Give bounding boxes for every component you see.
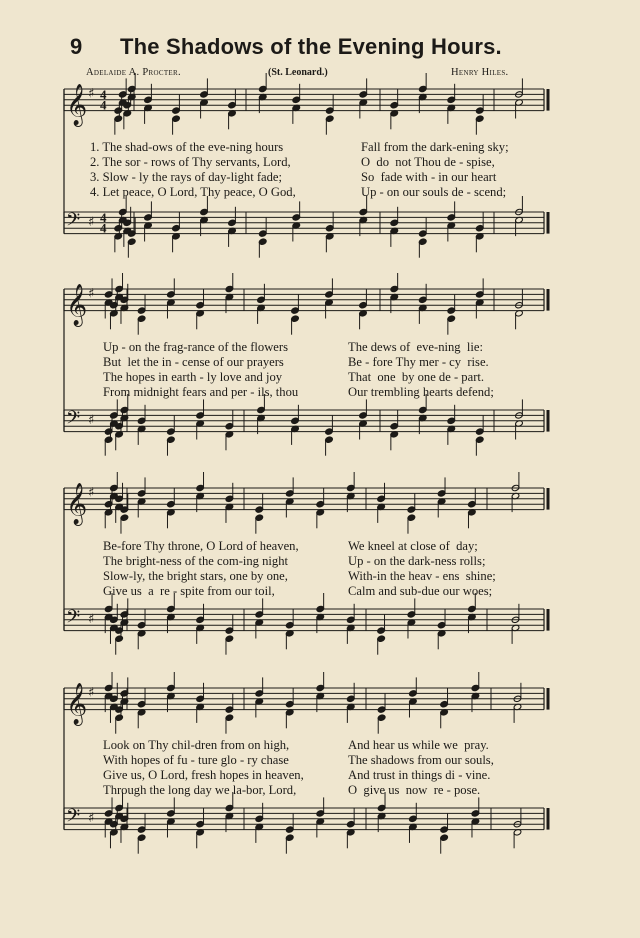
key-sharp-icon: ♯ (88, 810, 95, 826)
lyric-phrase: Look on Thy chil-dren from on high, (103, 738, 290, 752)
lyric-phrase: The hopes in earth - ly love and joy (103, 369, 283, 384)
lyric-phrase: The bright-ness of the com-ing night (103, 553, 289, 568)
treble-clef-icon: 𝄞 (66, 284, 88, 326)
treble-clef-icon: 𝄞 (66, 84, 88, 126)
lyric-phrase: The dews of eve-ning lie: (348, 340, 483, 354)
treble-clef-icon: 𝄞 (66, 483, 88, 525)
key-sharp-icon: ♯ (88, 611, 95, 627)
lyric-phrase: From midnight fears and per - ils, thou (103, 384, 299, 399)
lyric-phrase: 3. Slow - ly the rays of day-light fade; (90, 169, 283, 184)
lyric-phrase: And trust in things di - vine. (348, 767, 491, 782)
lyric-phrase: And hear us while we pray. (348, 738, 489, 752)
lyric-phrase: So fade with - in our heart (361, 169, 497, 184)
lyric-phrase: The shadows from our souls, (348, 752, 494, 767)
time-signature: 4 (100, 86, 107, 102)
tune-name: (St. Leonard.) (268, 67, 328, 78)
lyric-phrase: Up - on our souls de - scend; (361, 184, 507, 199)
lyric-phrase: 4. Let peace, O Lord, Thy peace, O God, (90, 184, 296, 199)
time-signature: 4 (100, 97, 107, 113)
lyric-phrase: Slow-ly, the bright stars, one by one, (103, 568, 288, 583)
lyric-phrase: Fall from the dark-ening sky; (361, 140, 509, 154)
lyric-phrase: O do not Thou de - spise, (361, 154, 495, 169)
lyric-phrase: O give us now re - pose. (348, 782, 481, 797)
key-sharp-icon: ♯ (88, 214, 95, 230)
key-sharp-icon: ♯ (88, 412, 95, 428)
lyric-phrase: We kneel at close of day; (348, 539, 478, 553)
key-sharp-icon: ♯ (88, 86, 95, 102)
lyric-phrase: Be - fore Thy mer - cy rise. (348, 354, 489, 369)
lyric-phrase: Up - on the dark-ness rolls; (348, 553, 486, 568)
lyric-phrase: 1. The shad-ows of the eve-ning hours (90, 140, 284, 154)
lyric-phrase: Our trembling hearts defend; (348, 384, 494, 399)
hymn-title: The Shadows of the Evening Hours. (120, 34, 502, 59)
treble-clef-icon: 𝄞 (66, 683, 88, 725)
lyric-phrase: But let the in - cense of our prayers (103, 354, 284, 369)
hymn-number: 9 (70, 34, 83, 59)
composer-credit: Henry Hiles. (451, 67, 509, 78)
time-signature: 4 (100, 209, 107, 225)
key-sharp-icon: ♯ (88, 286, 95, 302)
bass-clef-icon: 𝄢 (66, 806, 81, 832)
lyric-phrase: Up - on the frag-rance of the flowers (103, 340, 288, 354)
bass-clef-icon: 𝄢 (66, 210, 81, 236)
author-credit: Adelaide A. Procter. (86, 67, 181, 78)
lyric-phrase: Through the long day we la-bor, Lord, (103, 782, 297, 797)
key-sharp-icon: ♯ (88, 485, 95, 501)
lyric-phrase: Be-fore Thy throne, O Lord of heaven, (103, 539, 299, 553)
lyric-phrase: 2. The sor - rows of Thy servants, Lord, (90, 154, 291, 169)
lyric-phrase: Give us, O Lord, fresh hopes in heaven, (103, 767, 304, 782)
lyric-phrase: Calm and sub-due our woes; (348, 583, 493, 598)
bass-clef-icon: 𝄢 (66, 607, 81, 633)
lyric-phrase: With hopes of fu - ture glo - ry chase (103, 752, 289, 767)
lyric-phrase: Give us a re - spite from our toil, (103, 583, 275, 598)
lyric-phrase: That one by one de - part. (348, 369, 485, 384)
lyric-phrase: With-in the heav - ens shine; (348, 568, 496, 583)
key-sharp-icon: ♯ (88, 685, 95, 701)
time-signature: 4 (100, 220, 107, 236)
bass-clef-icon: 𝄢 (66, 408, 81, 434)
